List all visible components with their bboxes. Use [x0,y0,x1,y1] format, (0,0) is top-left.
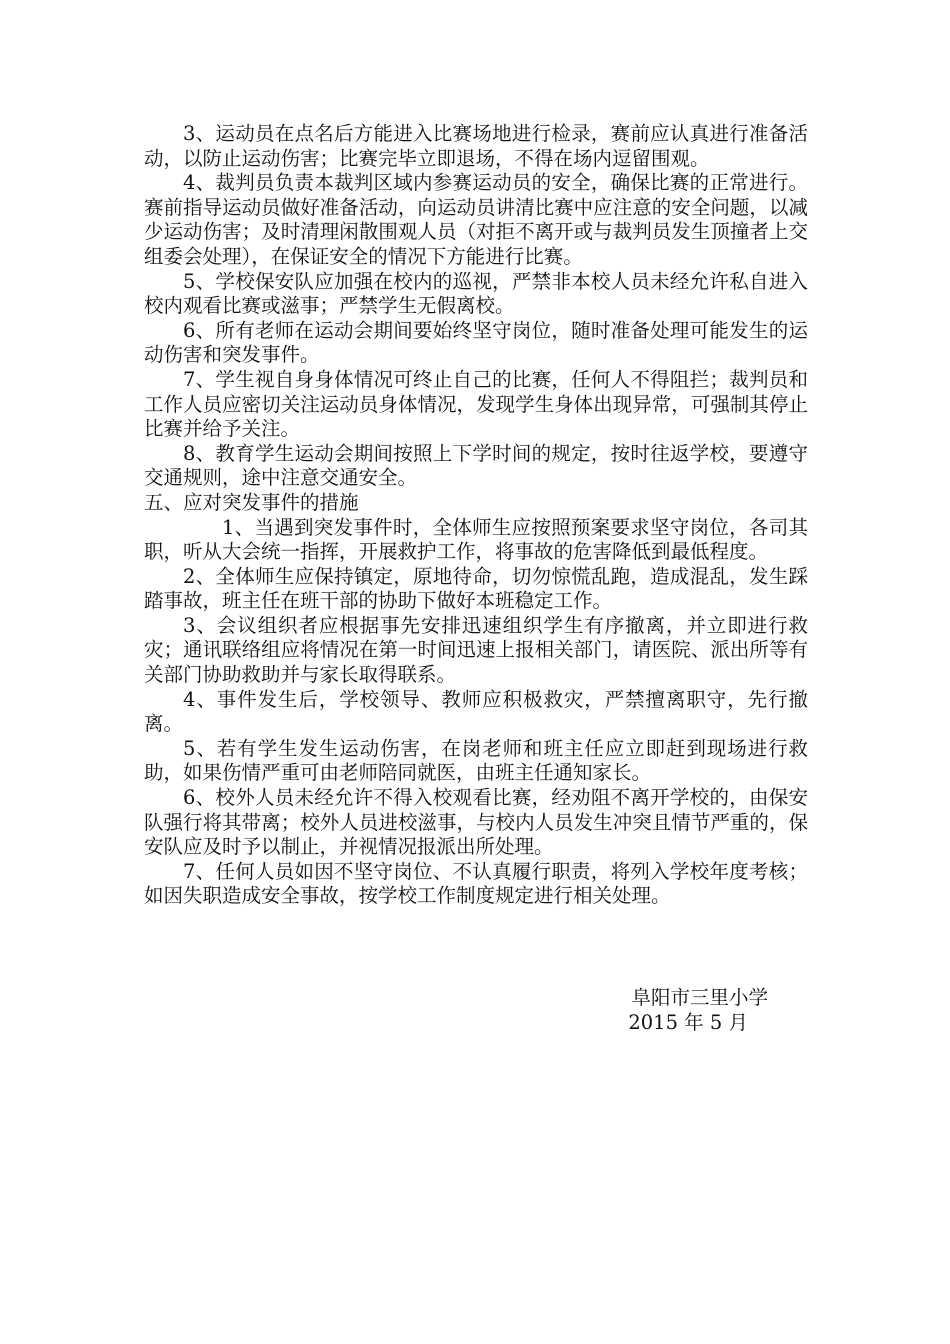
section-paragraph-2: 2、全体师生应保持镇定，原地待命，切勿惊慌乱跑，造成混乱，发生踩踏事故，班主任在班干部的协助下做好本班稳定工作。 [144,564,808,613]
section-paragraph-4: 4、事件发生后，学校领导、教师应积极救灾，严禁擅离职守，先行撤离。 [144,687,808,736]
signature-block [144,986,808,1035]
signature-organization: 阜阳市三里小学 [631,986,768,1009]
section-paragraph-5: 5、若有学生发生运动伤害，在岗老师和班主任应立即赶到现场进行救助，如果伤情严重可由老师陪同就医，由班主任通知家长。 [144,736,808,785]
section-paragraph-1: 1、当遇到突发事件时，全体师生应按照预案要求坚守岗位，各司其职，听从大会统一指挥，开展救护工作，将事故的危害降低到最低程度。 [144,515,808,564]
paragraph-4: 4、裁判员负责本裁判区域内参赛运动员的安全，确保比赛的正常进行。赛前指导运动员做好准备活动，向运动员讲清比赛中应注意的安全问题，以减少运动伤害；及时清理闲散围观人员（对拒不离开或与裁判员发生顶撞者上交组委会处理），在保证安全的情况下方能进行比赛。 [144,171,808,268]
paragraph-7: 7、学生视自身身体情况可终止自己的比赛，任何人不得阻拦；裁判员和工作人员应密切关注运动员身体情况，发现学生身体出现异常，可强制其停止比赛并给予关注。 [144,367,808,441]
section-heading: 五、应对突发事件的措施 [144,490,359,514]
paragraph-8: 8、教育学生运动会期间按照上下学时间的规定，按时往返学校，要遵守交通规则，途中注意交通安全。 [144,441,808,490]
paragraph-6: 6、所有老师在运动会期间要始终坚守岗位，随时准备处理可能发生的运动伤害和突发事件。 [144,318,808,367]
paragraph-5: 5、学校保安队应加强在校内的巡视，严禁非本校人员未经允许私自进入校内观看比赛或滋事；严禁学生无假离校。 [144,269,808,318]
document-body [144,122,808,909]
section-paragraph-3: 3、会议组织者应根据事先安排迅速组织学生有序撤离，并立即进行救灾；通讯联络组应将情况在第一时间迅速上报相关部门，请医院、派出所等有关部门协助救助并与家长取得联系。 [144,613,808,687]
signature-date: 2015 年 5 月 [628,1010,748,1034]
section-paragraph-7: 7、任何人员如因不坚守岗位、不认真履行职责，将列入学校年度考核；如因失职造成安全事故，按学校工作制度规定进行相关处理。 [144,859,808,908]
paragraph-3: 3、运动员在点名后方能进入比赛场地进行检录，赛前应认真进行准备活动，以防止运动伤害；比赛完毕立即退场，不得在场内逗留围观。 [144,122,808,170]
section-paragraph-6: 6、校外人员未经允许不得入校观看比赛，经劝阻不离开学校的，由保安队强行将其带离；校外人员进校滋事，与校内人员发生冲突且情节严重的，保安队应及时予以制止，并视情况报派出所处理。 [144,786,808,859]
